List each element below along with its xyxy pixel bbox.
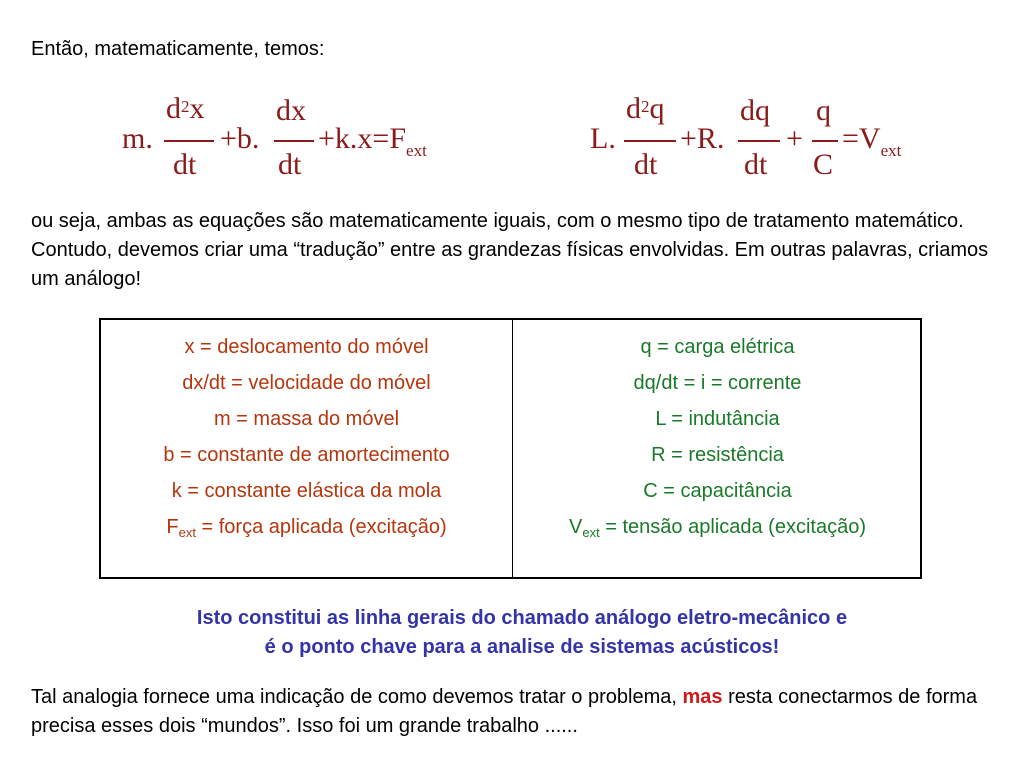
equals-voltage: =V — [842, 122, 881, 155]
second-derivative-numerator — [626, 94, 665, 124]
inductance-term: L. — [590, 122, 616, 155]
emphasis-word: mas — [682, 686, 723, 708]
ext-subscript: ext — [178, 525, 196, 540]
mechanical-item: x = deslocamento do móvel — [184, 336, 429, 358]
exponent: 2 — [181, 97, 190, 116]
electrical-item: L = indutância — [655, 408, 780, 430]
fraction-bar — [624, 140, 676, 142]
charge-numerator: q — [816, 94, 831, 127]
analogy-table — [99, 318, 922, 579]
mechanical-column — [101, 320, 513, 577]
d-symbol: d — [626, 92, 641, 125]
mechanical-item: dx/dt = velocidade do móvel — [182, 372, 431, 394]
mechanical-item: b = constante de amortecimento — [163, 444, 450, 466]
ext-subscript: ext — [880, 141, 902, 160]
voltage-symbol: V — [569, 516, 583, 538]
intro-text: Então, matematicamente, temos: — [31, 38, 325, 60]
voltage-term — [842, 122, 902, 160]
capacitance-denominator: C — [813, 148, 834, 181]
damping-term: +b. — [220, 122, 260, 155]
closing-paragraph — [31, 683, 1011, 741]
key-statement — [0, 604, 1024, 662]
first-derivative-denominator: dt — [278, 148, 302, 181]
plus-sign: + — [786, 122, 803, 155]
mechanical-item: k = constante elástica da mola — [171, 480, 442, 502]
key-statement-line: Isto constitui as linha gerais do chamado análogo eletro-mecânico e — [196, 607, 848, 629]
second-derivative-denominator: dt — [634, 148, 658, 181]
electrical-item-voltage — [513, 509, 922, 547]
electrical-item: dq/dt = i = corrente — [633, 372, 802, 394]
exponent: 2 — [641, 97, 650, 116]
ext-subscript: ext — [406, 141, 427, 160]
force-description: = força aplicada (excitação) — [195, 516, 447, 538]
key-statement-line: é o ponto chave para a analise de sistemas acústicos! — [264, 636, 780, 658]
resistance-term: +R. — [680, 122, 725, 155]
force-symbol: F — [166, 516, 179, 538]
explanation-paragraph: ou seja, ambas as equações são matematicamente iguais, com o mesmo tipo de tratamento matemático. Contudo, devemos criar uma “tradução” entre as grandezas físicas envolvidas. Em outras palavras, criamos um análogo! — [31, 210, 989, 290]
mechanical-item: m = massa do móvel — [213, 408, 400, 430]
first-derivative-numerator: dx — [276, 94, 306, 127]
electrical-column — [513, 320, 922, 577]
ext-subscript: ext — [582, 525, 600, 540]
first-derivative-denominator: dt — [744, 148, 768, 181]
mechanical-item-force — [101, 509, 512, 547]
mass-term: m. — [122, 122, 153, 155]
second-derivative-denominator: dt — [173, 148, 197, 181]
fraction-bar — [738, 140, 780, 142]
x-symbol: x — [189, 92, 205, 125]
electrical-item: q = carga elétrica — [640, 336, 795, 358]
electrical-item: C = capacitância — [643, 480, 792, 502]
closing-text: Tal analogia fornece uma indicação de como devemos tratar o problema, — [31, 686, 683, 708]
electrical-equation — [0, 0, 1024, 200]
first-derivative-numerator: dq — [740, 94, 770, 127]
closing-text-end: resta conectarmos de forma precisa esses dois “mundos”. Isso foi um grande trabalho ...... — [31, 686, 978, 737]
spring-and-force: +k.x=F — [318, 122, 407, 155]
electrical-item: R = resistência — [651, 444, 784, 466]
voltage-description: = tensão aplicada (excitação) — [599, 516, 866, 538]
fraction-bar — [812, 140, 838, 142]
d-symbol: d — [166, 92, 181, 125]
q-symbol: q — [649, 92, 665, 125]
